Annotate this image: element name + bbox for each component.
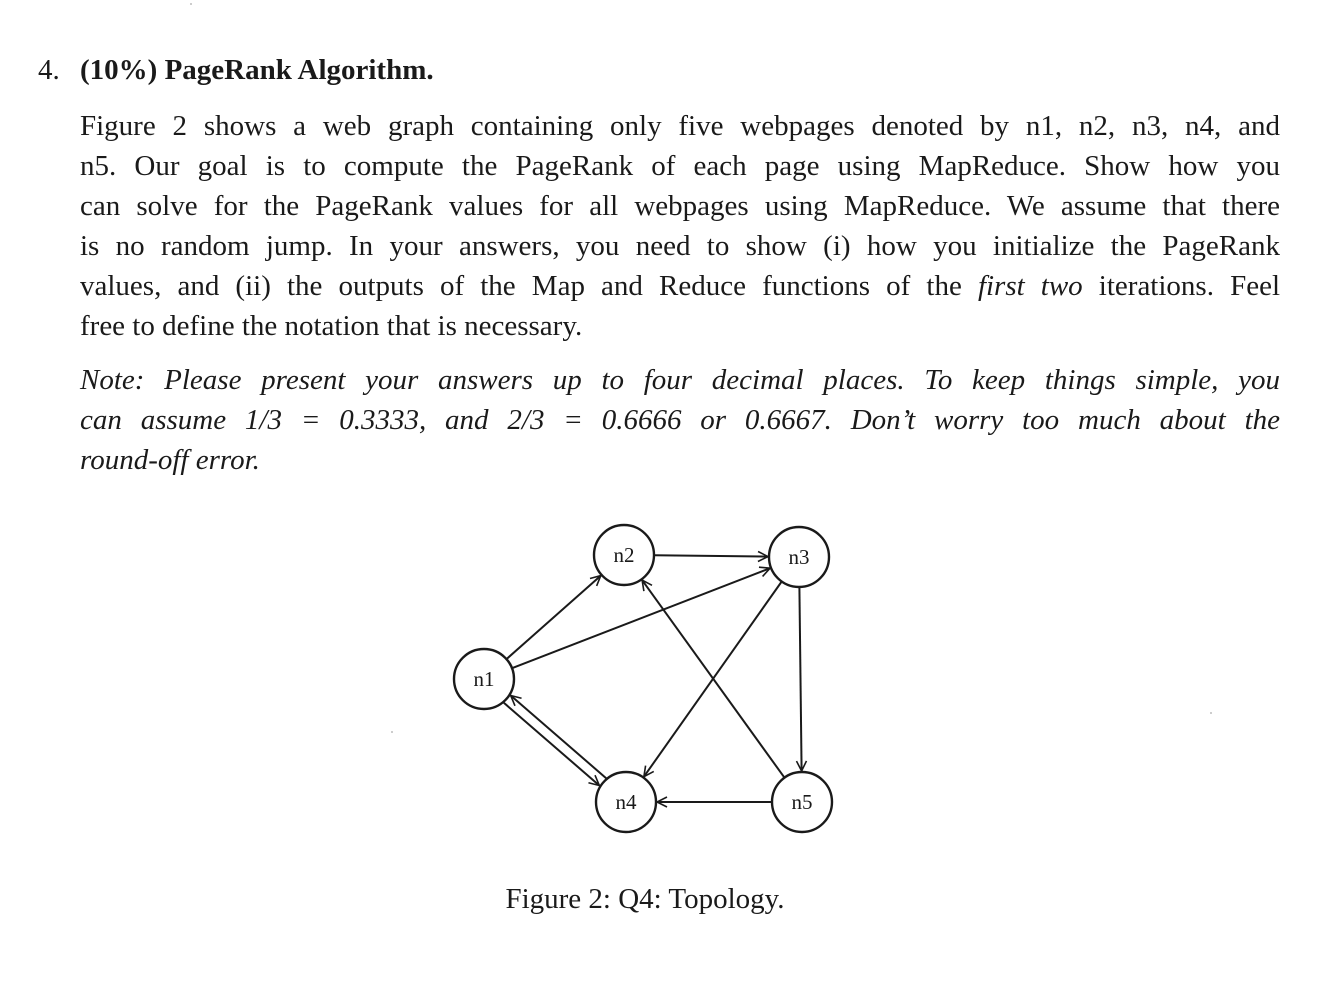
- body-text: values, and (ii) the outputs of the Map and Reduce functions of the: [80, 270, 962, 302]
- body-text: iterations. Feel: [1098, 270, 1280, 302]
- note-line: can assume 1/3 = 0.3333, and 2/3 = 0.6666 or 0.6667. Don’t worry too much about the: [80, 404, 1280, 436]
- figure-caption: Figure 2: Q4: Topology.: [505, 883, 785, 915]
- body-line: [80, 266, 1280, 306]
- scan-speck: [391, 731, 393, 733]
- body-line: is no random jump. In your answers, you need to show (i) how you initialize the PageRank: [80, 230, 1280, 262]
- node-n4: [596, 772, 656, 832]
- node-label: n4: [615, 790, 637, 814]
- node-label: n3: [788, 545, 810, 569]
- question-number: 4.: [38, 54, 60, 86]
- node-label: n2: [613, 543, 635, 567]
- body-line: free to define the notation that is necessary.: [80, 310, 583, 342]
- node-n3: [769, 527, 829, 587]
- note-line: round-off error.: [80, 444, 260, 476]
- body-line: n5. Our goal is to compute the PageRank of each page using MapReduce. Show how you: [80, 150, 1280, 182]
- node-n5: [772, 772, 832, 832]
- emphasis-text: first two: [977, 270, 1083, 302]
- note-paragraph: [80, 360, 1280, 480]
- node-label: n5: [791, 790, 813, 814]
- edge-n4-n1: [511, 696, 607, 779]
- body-line: Figure 2 shows a web graph containing only five webpages denoted by n1, n2, n3, n4, and: [80, 110, 1280, 142]
- edge-n3-n5: [799, 587, 801, 771]
- body-line: can solve for the PageRank values for all webpages using MapReduce. We assume that there: [80, 190, 1280, 222]
- note-line: Note: Please present your answers up to four decimal places. To keep things simple, you: [80, 364, 1280, 396]
- question-title: (10%) PageRank Algorithm.: [80, 54, 434, 86]
- node-n2: [594, 525, 654, 585]
- edge-n1-n2: [507, 576, 601, 660]
- edge-n1-n4: [503, 702, 599, 785]
- question-body: [80, 106, 1280, 346]
- node-n1: [454, 649, 514, 709]
- graph-diagram: [440, 510, 840, 860]
- scan-speck: [190, 3, 192, 5]
- scan-speck: [1210, 712, 1212, 714]
- question-heading: [38, 50, 434, 90]
- edge-n2-n3: [654, 555, 768, 556]
- node-label: n1: [473, 667, 495, 691]
- topology-figure: [440, 510, 840, 860]
